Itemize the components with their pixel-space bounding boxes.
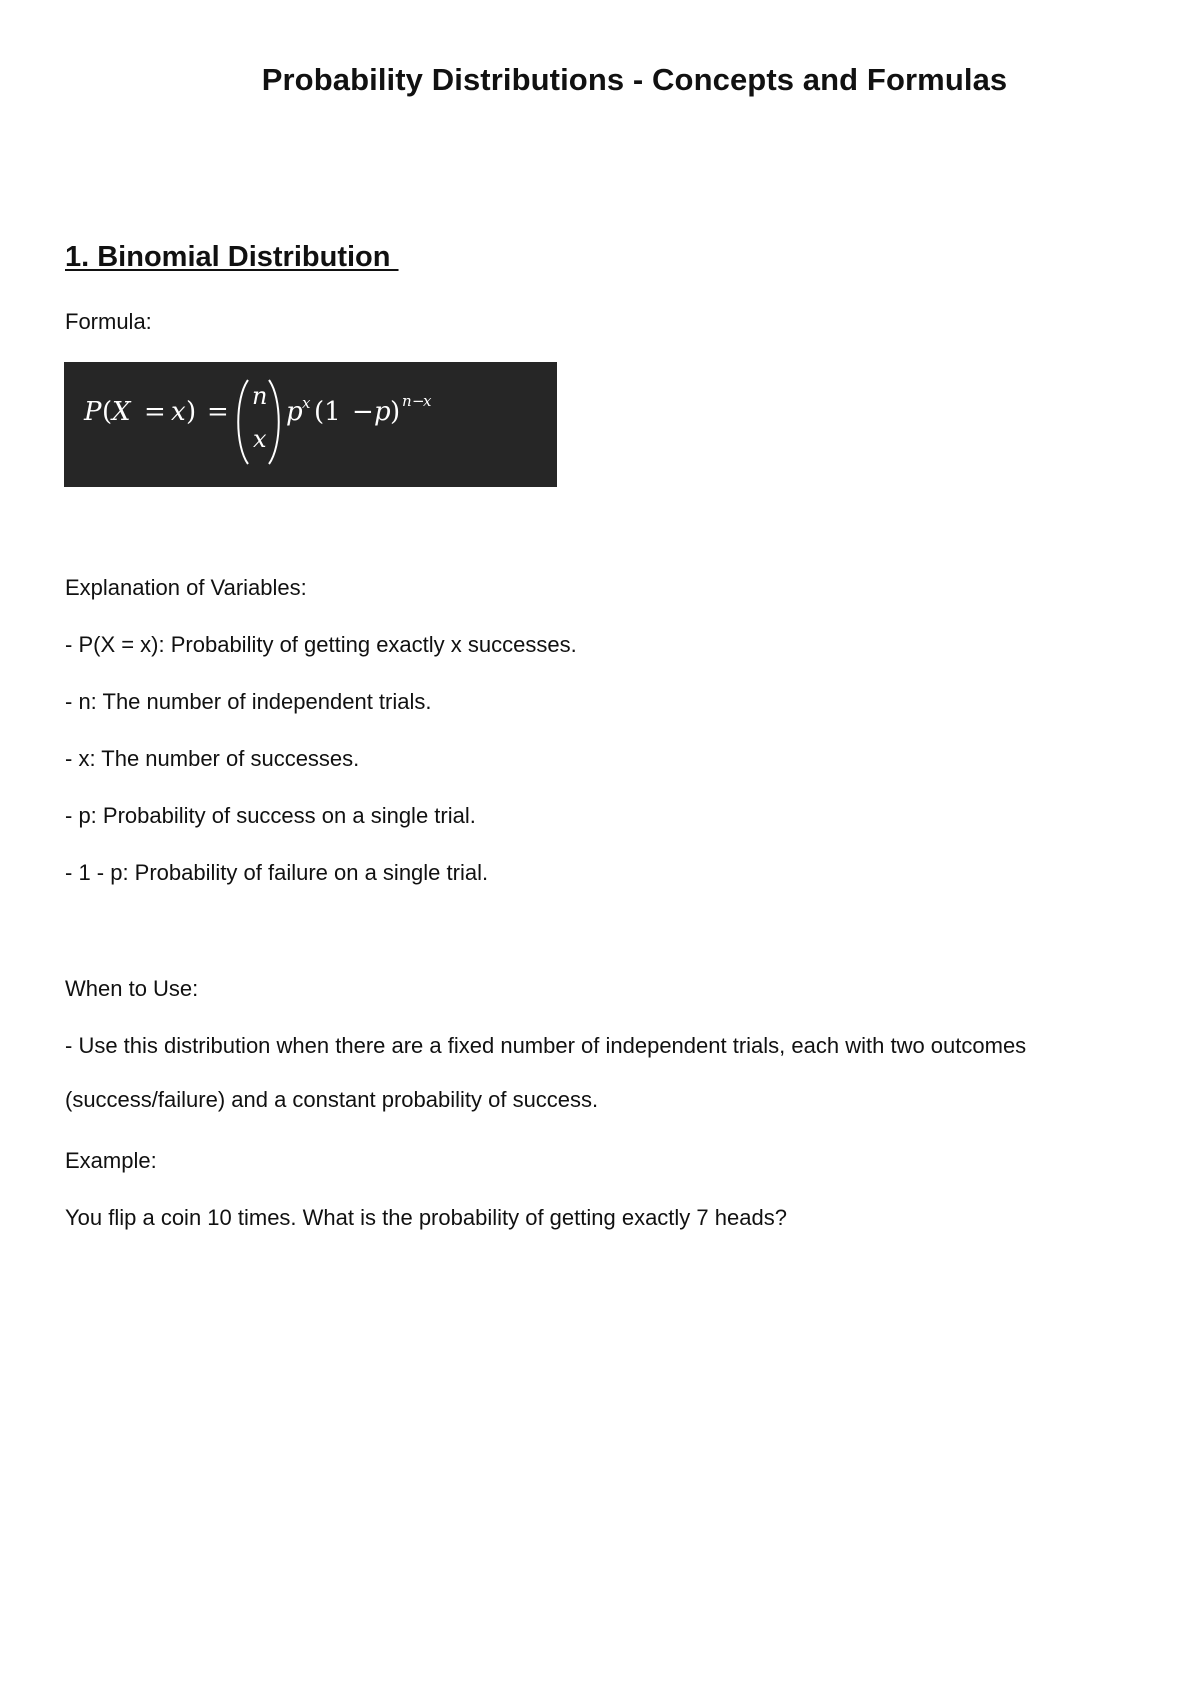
- variable-item: - P(X = x): Probability of getting exactly x successes.: [65, 632, 577, 657]
- example-label: Example:: [65, 1148, 157, 1173]
- svg-text:x: x: [253, 425, 267, 453]
- svg-text:=: =: [207, 397, 229, 427]
- svg-text:p: p: [286, 397, 303, 427]
- svg-text:(1: (1: [314, 397, 341, 427]
- when-to-use-label: When to Use:: [65, 976, 199, 1001]
- section-heading-binomial: 1. Binomial Distribution: [65, 241, 399, 273]
- svg-text:x: x: [171, 397, 186, 427]
- variable-item: - 1 - p: Probability of failure on a single trial.: [65, 860, 489, 885]
- svg-text:n: n: [402, 392, 412, 410]
- svg-text:): ): [390, 397, 401, 427]
- svg-text:(: (: [102, 397, 113, 427]
- variable-item: - p: Probability of success on a single trial.: [65, 803, 476, 828]
- example-text: You flip a coin 10 times. What is the probability of getting exactly 7 heads?: [65, 1205, 787, 1230]
- svg-text:x: x: [423, 392, 432, 410]
- svg-text:): ): [186, 397, 197, 427]
- formula-label: Formula:: [65, 309, 152, 334]
- svg-text:=: =: [144, 397, 166, 427]
- when-to-use-text: - Use this distribution when there are a fixed number of independent trials, each with two outcomes: [65, 1033, 1027, 1058]
- variable-item: - n: The number of independent trials.: [65, 689, 432, 714]
- formula-image: [64, 362, 557, 487]
- page-title: Probability Distributions - Concepts and Formulas: [261, 62, 1008, 97]
- svg-text:X: X: [112, 397, 131, 427]
- svg-text:−: −: [352, 397, 374, 427]
- svg-text:p: p: [374, 397, 391, 427]
- variables-label: Explanation of Variables:: [65, 575, 307, 600]
- svg-text:P: P: [84, 397, 102, 427]
- svg-text:x: x: [302, 394, 311, 412]
- when-to-use-text: (success/failure) and a constant probability of success.: [65, 1087, 599, 1112]
- svg-text:n: n: [252, 382, 268, 410]
- svg-text:−: −: [412, 392, 425, 410]
- variable-item: - x: The number of successes.: [65, 746, 360, 771]
